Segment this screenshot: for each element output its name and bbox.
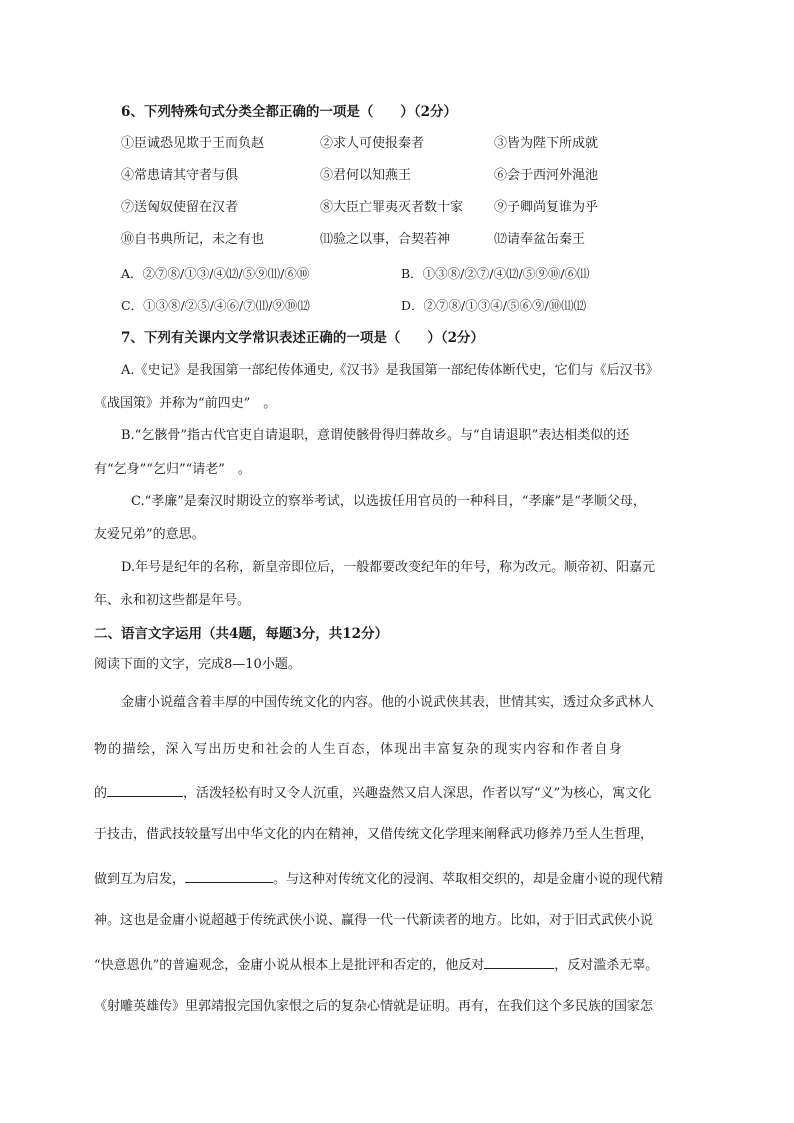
passage-line: 于技击，借武技较量写出中华文化的内在精神，又借传统文化学理来阐释武功修养乃至人生哲理， [94, 827, 654, 842]
q6-item: ⑩自书典所记，未之有也 [121, 232, 265, 247]
passage-text: “快意恩仇”的普遍观念，金庸小说从根本上是批评和否定的，他反对 [94, 958, 485, 973]
q6-stem: 6、下列特殊句式分类全都正确的一项是（ ）（2分） [121, 104, 458, 120]
q7-stem: 7、下列有关课内文学常识表述正确的一项是（ ）（2分） [121, 330, 485, 346]
q6-item: ⑨子卿尚复谁为乎 [494, 200, 599, 215]
q6-item: ⑾验之以事，合契若神 [320, 232, 451, 247]
q6-item: ⑤君何以知燕王 [320, 168, 412, 183]
passage-line [94, 783, 651, 803]
answer-blank-1[interactable] [107, 783, 183, 797]
passage-text: 。与这种对传统文化的浸润、萃取相交织的，却是金庸小说的现代精 [273, 872, 664, 887]
passage-line [94, 869, 663, 889]
q7-option-d-line2: 年、永和初这些都是年号。 [94, 593, 251, 608]
q7-option-b-line2: 有“乞身”“乞归”“请老” 。 [94, 462, 251, 477]
answer-blank-3[interactable] [484, 955, 554, 969]
passage-line: 物的描绘，深入写出历史和社会的人生百态，体现出丰富复杂的现实内容和作者自身 [94, 742, 624, 757]
passage-line: 《射雕英雄传》里郭靖报完国仇家恨之后的复杂心情就是证明。再有，在我们这个多民族的国家怎 [94, 999, 654, 1014]
passage-text: 做到互为启发， [94, 872, 186, 887]
q6-item: ⑦送匈奴使留在汉者 [121, 200, 239, 215]
q7-option-a-line1: A.《史记》是我国第一部纪传体通史,《汉书》是我国第一部纪传体断代史，它们与《后汉书》 [121, 363, 659, 378]
section-heading: 二、语言文字运用（共4题，每题3分，共12分） [94, 626, 389, 642]
q6-item: ⑿请奉盆缶秦王 [494, 232, 586, 247]
section-instruction: 阅读下面的文字，完成8—10小题。 [94, 657, 301, 672]
q6-item: ②求人可使报秦者 [320, 136, 425, 151]
passage-line [94, 955, 658, 975]
passage-line: 神。这也是金庸小说超越于传统武侠小说、赢得一代一代新读者的地方。比如，对于旧式武侠小说 [94, 913, 654, 928]
q6-item: ⑧大臣亡罪夷灭者数十家 [320, 200, 464, 215]
passage-text: ，反对滥杀无辜。 [554, 958, 659, 973]
q7-option-c-line1: C.“孝廉”是秦汉时期设立的察举考试，以选拔任用官员的一种科目，“孝廉”是“孝顺父母， [131, 494, 646, 509]
q6-item: ③皆为陛下所成就 [494, 136, 599, 151]
passage-text: ，活泼轻松有时又令人沉重，兴趣盎然又启人深思，作者以写“义”为核心，寓文化 [183, 786, 652, 801]
q6-option-b: B．①③⑧/②⑦/④⑿/⑤⑨⑩/⑥⑾ [401, 266, 590, 281]
q6-item: ①臣诚恐见欺于王而负赵 [121, 136, 265, 151]
answer-blank-2[interactable] [185, 869, 273, 883]
q7-option-d-line1: D.年号是纪年的名称，新皇帝即位后，一般都要改变纪年的年号，称为改元。顺帝初、阳嘉元 [121, 560, 656, 575]
q6-item: ⑥会于西河外渑池 [494, 168, 599, 183]
q7-option-b-line1: B.“乞骸骨”指古代官吏自请退职，意谓使骸骨得归葬故乡。与“自请退职”表达相类似的还 [121, 428, 630, 443]
passage-line: 金庸小说蕴含着丰厚的中国传统文化的内容。他的小说武侠其表，世情其实，透过众多武林人 [121, 695, 655, 710]
q6-item: ④常患请其守者与俱 [121, 168, 239, 183]
q7-option-a-line2: 《战国策》并称为“前四史” 。 [94, 396, 277, 411]
q6-option-a: A．②⑦⑧/①③/④⑿/⑤⑨⑾/⑥⑩ [121, 266, 310, 281]
q6-option-c: C．①③⑧/②⑤/④⑥/⑦⑾/⑨⑩⑿ [121, 298, 310, 313]
passage-text: 的 [94, 786, 108, 801]
q6-option-d: D．②⑦⑧/①③④/⑤⑥⑨/⑩⑾⑿ [401, 298, 587, 313]
q7-option-c-line2: 友爱兄弟”的意思。 [94, 527, 205, 542]
